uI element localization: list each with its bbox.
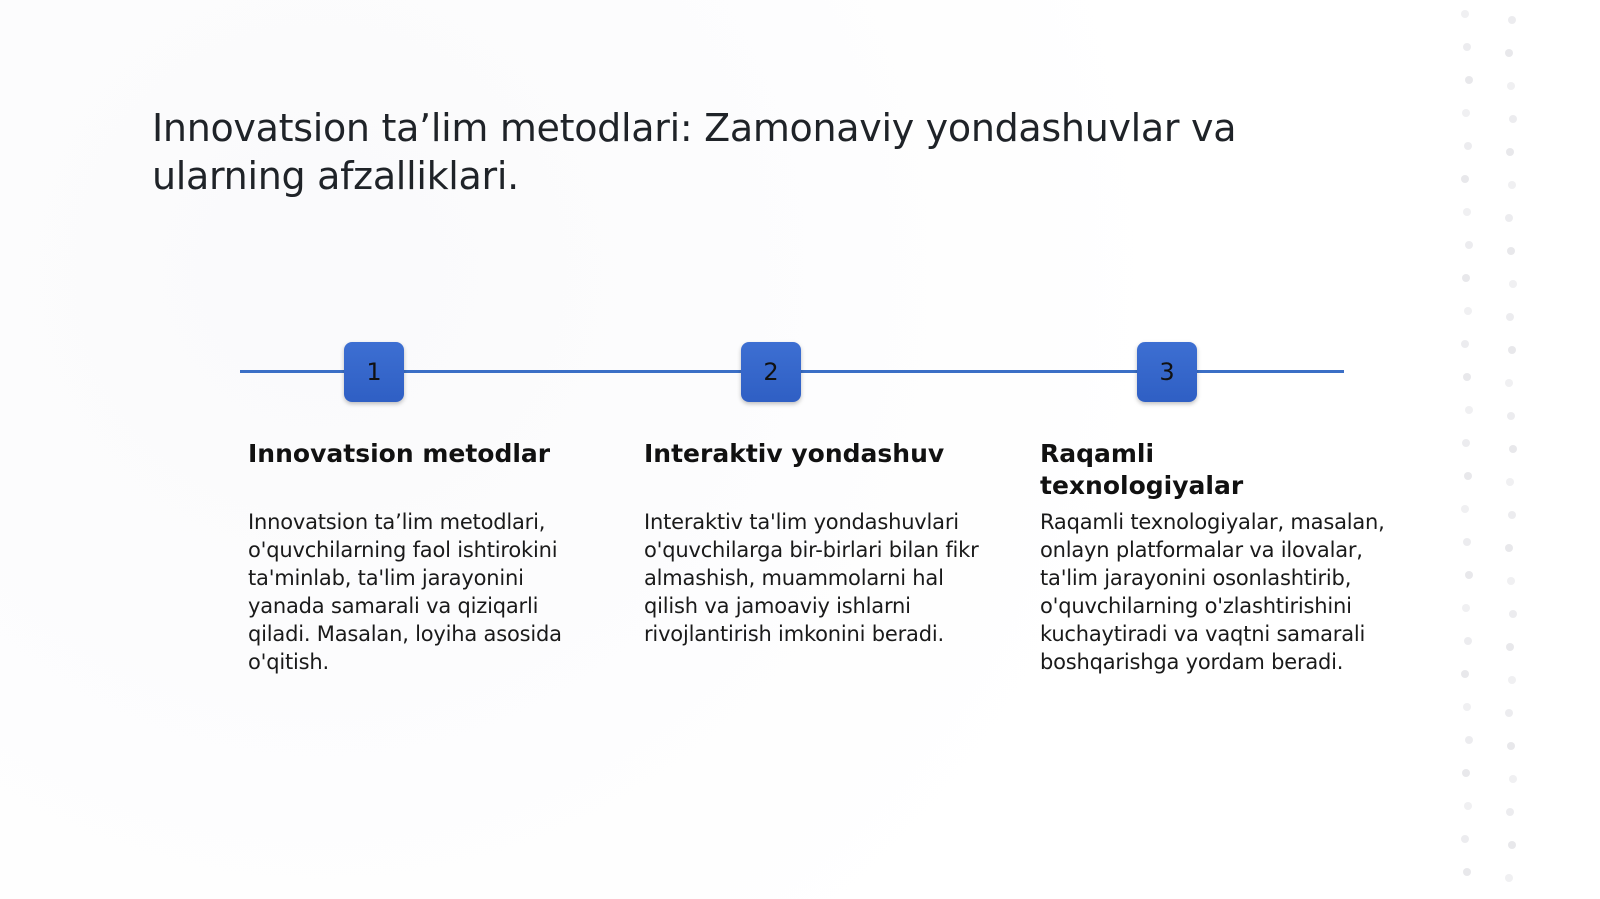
decorative-dot	[1463, 208, 1471, 216]
step-description-1: Innovatsion ta’lim metodlari, o'quvchilarning faol ishtirokini ta'minlab, ta'lim jarayonini yanada samarali va qiziqarli qiladi. Masalan, loyiha asosida o'qitish.	[248, 510, 562, 674]
decorative-dot	[1461, 175, 1469, 183]
decorative-dot	[1464, 472, 1472, 480]
decorative-dot	[1505, 709, 1513, 717]
decorative-dot	[1507, 247, 1515, 255]
decorative-dot	[1509, 775, 1517, 783]
decorative-dot	[1464, 637, 1472, 645]
decorative-dot	[1462, 109, 1470, 117]
decorative-dot	[1506, 313, 1514, 321]
decorative-dot	[1507, 577, 1515, 585]
decorative-dot	[1507, 742, 1515, 750]
step-heading-1: Innovatsion metodlar	[248, 439, 551, 468]
step-number-2: 2	[741, 342, 801, 402]
decorative-dot	[1508, 16, 1516, 24]
decorative-dot	[1461, 340, 1469, 348]
decorative-dot	[1463, 373, 1471, 381]
decorative-dot	[1464, 802, 1472, 810]
decorative-dot	[1465, 736, 1473, 744]
decorative-dot	[1465, 76, 1473, 84]
decorative-dot	[1505, 379, 1513, 387]
slide-title: Innovatsion ta’lim metodlari: Zamonaviy yondashuvlar va ularning afzalliklari.	[152, 106, 1237, 198]
step-number-3: 3	[1137, 342, 1197, 402]
decorative-dot	[1508, 181, 1516, 189]
decorative-dot	[1462, 769, 1470, 777]
decorative-dot	[1506, 808, 1514, 816]
decorative-dot	[1508, 346, 1516, 354]
decorative-dot	[1464, 142, 1472, 150]
decorative-dot	[1465, 241, 1473, 249]
decorative-dot	[1508, 511, 1516, 519]
decorative-dot	[1509, 115, 1517, 123]
decorative-dot	[1507, 412, 1515, 420]
decorative-dot	[1505, 544, 1513, 552]
decorative-dot-pattern	[1455, 0, 1535, 899]
decorative-dot	[1463, 43, 1471, 51]
decorative-dot	[1465, 406, 1473, 414]
step-heading-3: Raqamli texnologiyalar	[1040, 439, 1244, 500]
decorative-dot	[1463, 868, 1471, 876]
decorative-dot	[1506, 643, 1514, 651]
step-description-3: Raqamli texnologiyalar, masalan, onlayn platformalar va ilovalar, ta'lim jarayonini osonlashtirib, o'quvchilarning o'zlashtirishini kuchaytiradi va vaqtni samarali boshqarishga yordam beradi.	[1040, 510, 1385, 674]
decorative-dot	[1509, 610, 1517, 618]
decorative-dot	[1465, 571, 1473, 579]
decorative-dot	[1464, 307, 1472, 315]
decorative-dot	[1508, 841, 1516, 849]
decorative-dot	[1461, 10, 1469, 18]
decorative-dot	[1461, 670, 1469, 678]
decorative-dot	[1462, 274, 1470, 282]
decorative-dot	[1507, 82, 1515, 90]
step-heading-2: Interaktiv yondashuv	[644, 439, 945, 468]
decorative-dot	[1509, 445, 1517, 453]
decorative-dot	[1505, 874, 1513, 882]
step-number-1: 1	[344, 342, 404, 402]
decorative-dot	[1461, 835, 1469, 843]
decorative-dot	[1506, 478, 1514, 486]
decorative-dot	[1462, 439, 1470, 447]
step-description-2: Interaktiv ta'lim yondashuvlari o'quvchilarga bir-birlari bilan fikr almashish, muammolarni hal qilish va jamoaviy ishlarni rivojlantirish imkonini beradi.	[644, 510, 979, 646]
decorative-dot	[1506, 148, 1514, 156]
decorative-dot	[1463, 538, 1471, 546]
decorative-dot	[1461, 505, 1469, 513]
decorative-dot	[1508, 676, 1516, 684]
decorative-dot	[1463, 703, 1471, 711]
decorative-dot	[1505, 214, 1513, 222]
decorative-dot	[1509, 280, 1517, 288]
decorative-dot	[1462, 604, 1470, 612]
decorative-dot	[1505, 49, 1513, 57]
